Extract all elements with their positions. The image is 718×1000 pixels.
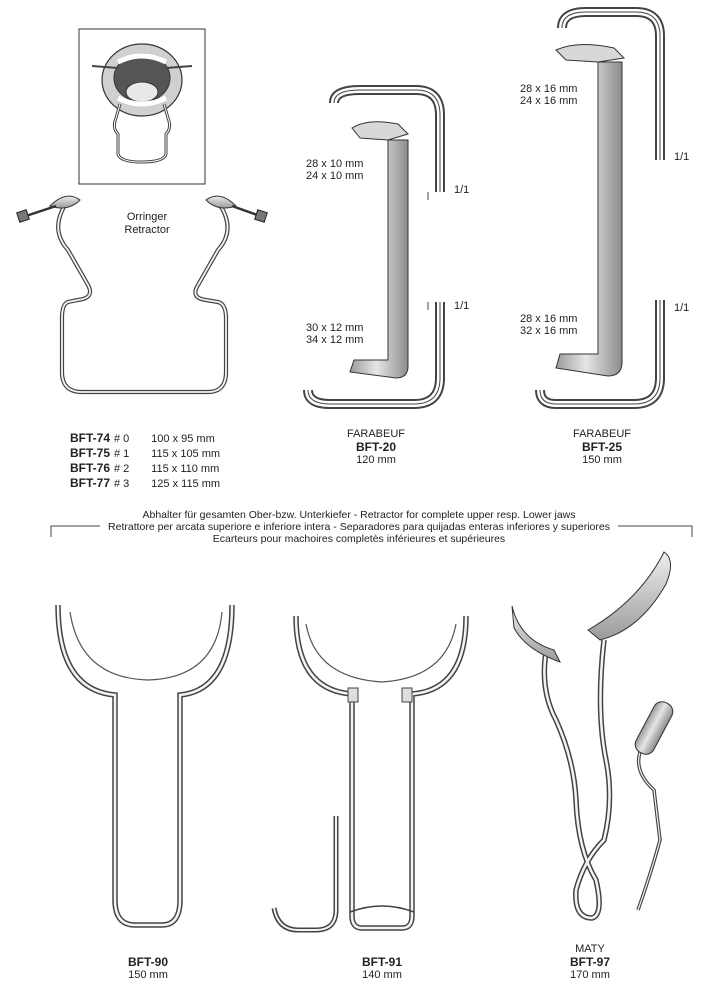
bft-97-caption [540,943,640,982]
product-code: BFT-97 [569,955,610,969]
orringer-row [70,461,220,476]
bft-20-bottom-dims [306,322,363,346]
bft-20-caption [326,428,426,467]
orringer-label-line1: Orringer [126,211,168,223]
bft-91-caption [332,956,432,982]
bft-20-drawing [308,90,440,404]
bft-97-drawing [512,552,676,918]
product-code: BFT-75 [70,446,111,460]
product-code: BFT-76 [70,461,111,475]
bft-20-scale-bottom: 1/1 [454,300,470,312]
bft-25-scale-bottom: 1/1 [674,302,690,314]
bft-25-drawing [540,12,660,404]
dims-line: 24 x 10 mm [306,170,364,182]
product-length: 170 mm [570,969,610,981]
bft-25-bottom-dims [520,313,577,337]
dims-line: 28 x 16 mm [520,313,578,325]
product-name: FARABEUF [346,428,406,440]
bft-25-top-dims [520,83,577,107]
size-number: # 3 [114,478,130,490]
orringer-code-list [70,431,220,491]
size-number: # 2 [114,463,130,475]
orringer-label [112,211,182,237]
product-code: BFT-74 [70,431,111,445]
orringer-row [70,431,220,446]
dims-line: 30 x 12 mm [306,322,364,334]
product-length: 150 mm [582,454,622,466]
banner-line-2: Retrattore per arcata superiore e inferiore intera - Separadores para quijadas enteras inferiores y superiores [108,521,610,533]
product-code: BFT-25 [581,440,622,454]
size-number: # 0 [114,433,130,445]
product-length: 120 mm [356,454,396,466]
orringer-label-line2: Retractor [124,224,170,236]
size-number: # 1 [114,448,130,460]
product-code: BFT-90 [127,955,168,969]
product-code: BFT-77 [70,476,111,490]
product-length: 140 mm [362,969,402,981]
bft-90-caption [98,956,198,982]
bft-25-scale-top: 1/1 [674,151,690,163]
product-code: BFT-20 [355,440,396,454]
section-banner [60,509,658,545]
product-code: BFT-91 [361,955,402,969]
orringer-row [70,476,220,491]
mouth-inset-image [79,29,205,184]
size-dims: 125 x 115 mm [151,478,221,490]
bft-20-top-dims [306,158,363,182]
dims-line: 28 x 16 mm [520,83,578,95]
dims-line: 34 x 12 mm [306,334,364,346]
banner-line-3: Ecarteurs pour machoires completès inférieures et supérieures [212,533,506,545]
bft-25-caption [552,428,652,467]
orringer-row [70,446,220,461]
product-length: 150 mm [128,969,168,981]
bft-91-drawing [274,616,466,930]
size-dims: 115 x 105 mm [151,448,221,460]
bft-90-drawing [58,605,232,925]
product-name: FARABEUF [572,428,632,440]
dims-line: 32 x 16 mm [520,325,578,337]
dims-line: 28 x 10 mm [306,158,364,170]
banner-line-1: Abhalter für gesamten Ober-bzw. Unterkiefer - Retractor for complete upper resp. Lower jaws [142,509,576,521]
size-dims: 100 x 95 mm [151,433,215,445]
product-name: MATY [575,943,605,955]
bft-20-scale-top: 1/1 [454,184,470,196]
size-dims: 115 x 110 mm [151,463,220,475]
dims-line: 24 x 16 mm [520,95,578,107]
